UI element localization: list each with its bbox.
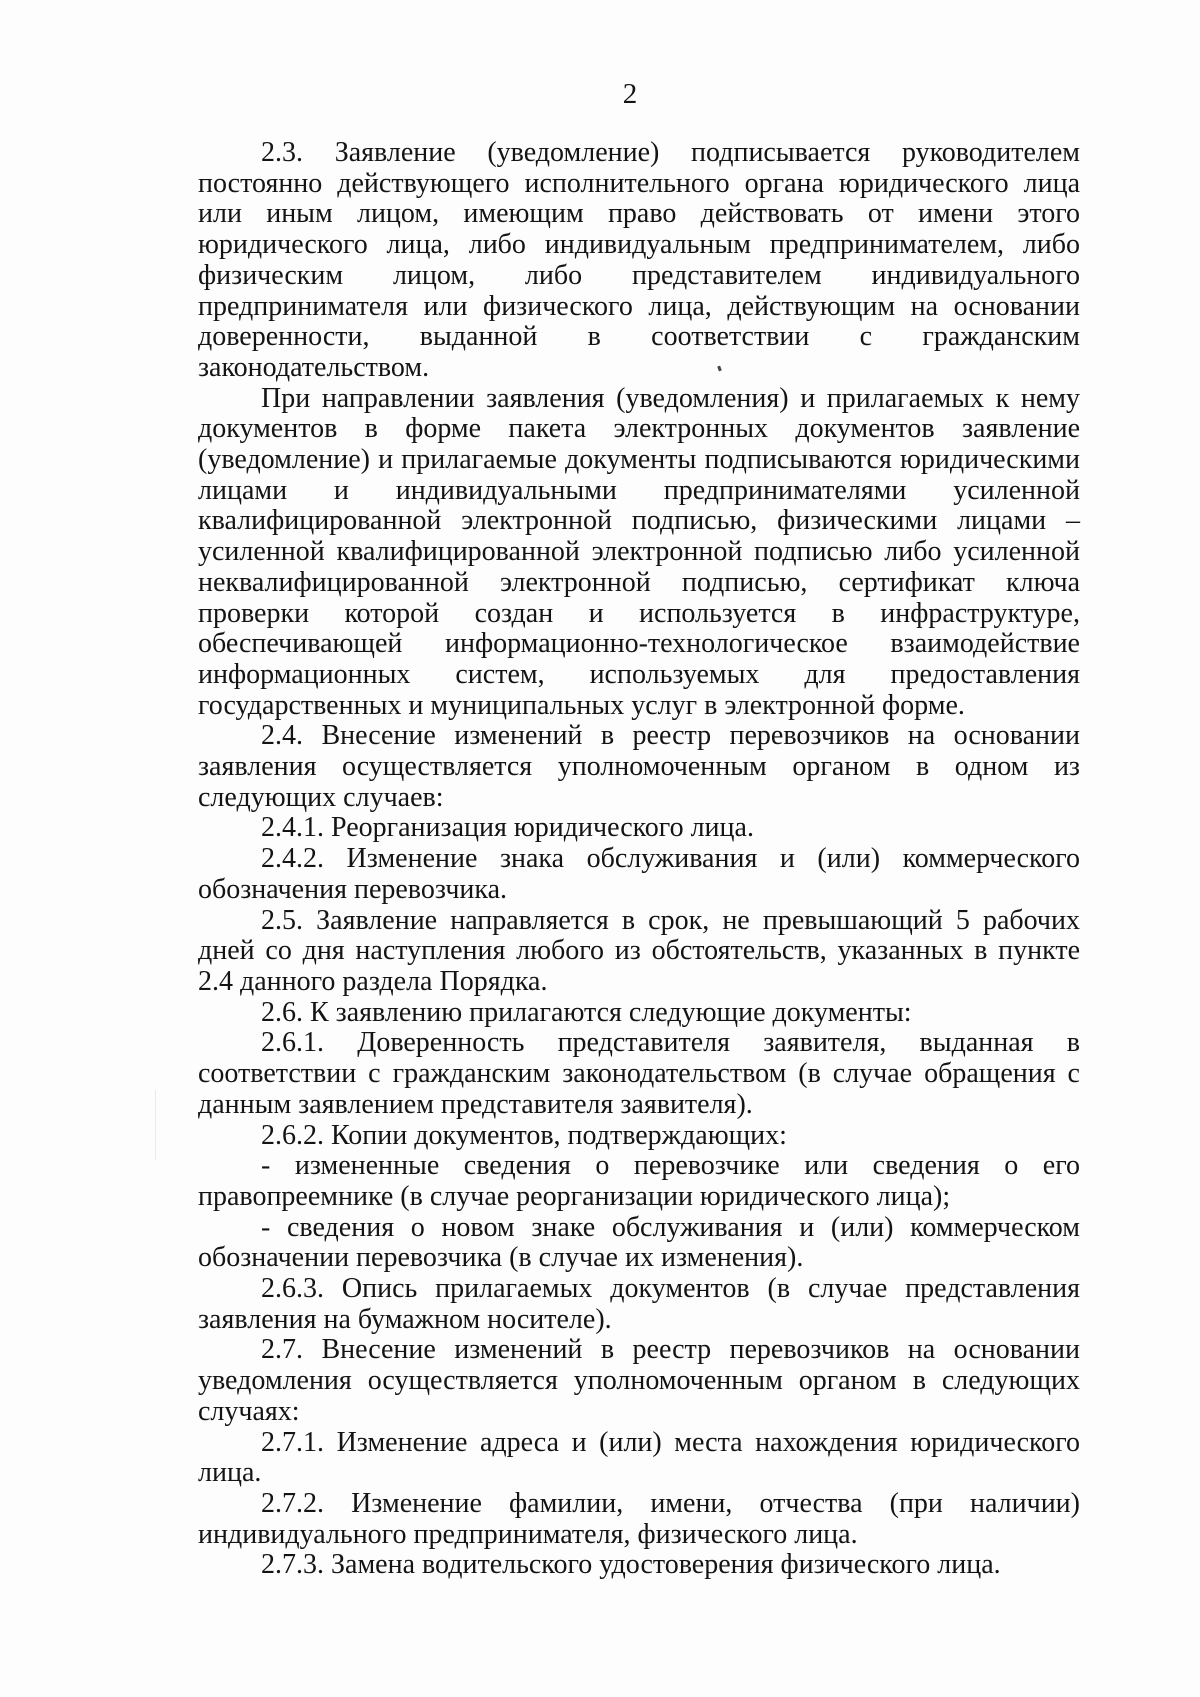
paragraph-2-6-3: 2.6.3. Опись прилагаемых документов (в случае представления заявления на бумажном носителе). [198, 1273, 1080, 1335]
paragraph-2-7-2: 2.7.2. Изменение фамилии, имени, отчества (при наличии) индивидуального предпринимателя, физического лица. [198, 1487, 1080, 1550]
paragraph-2-6-2-item-1: - измененные сведения о перевозчике или сведения о его правопреемнике (в случае реорганизации юридического лица); [198, 1150, 1080, 1212]
paragraph-2-7-3: 2.7.3. Замена водительского удостоверения физического лица. [261, 1549, 1001, 1581]
paragraph-2-6-2: 2.6.2. Копии документов, подтверждающих: [261, 1119, 787, 1151]
paragraph-2-4: 2.4. Внесение изменений в реестр перевозчиков на основании заявления осуществляется уполномоченным органом в одном из следующих случаев: [198, 720, 1080, 813]
paragraph-2-6: 2.6. К заявлению прилагаются следующие документы: [261, 996, 912, 1028]
scan-artifact-line [155, 1090, 156, 1160]
paragraph-2-5: 2.5. Заявление направляется в срок, не превышающий 5 рабочих дней со дня наступления любого из обстоятельств, указанных в пункте 2.4 данного раздела Порядка. [198, 904, 1080, 997]
paragraph-2-4-2: 2.4.2. Изменение знака обслуживания и (или) коммерческого обозначения перевозчика. [198, 843, 1080, 905]
paragraph-2-7-1: 2.7.1. Изменение адреса и (или) места нахождения юридического лица. [198, 1426, 1080, 1489]
paragraph-2-4-1: 2.4.1. Реорганизация юридического лица. [261, 812, 754, 844]
paragraph-2-3-electronic: При направлении заявления (уведомления) и прилагаемых к нему документов в форме пакета электронных документов заявление (уведомление) и прилагаемые документы подписываются юридическими лицами и индивидуальными предпринимателями усиленной квалифицированной электронной подписью, физическими лицами – усиленной квалифицированной электронной подписью либо усиленной неквалифицированной электронной подписью, сертификат ключа проверки которой создан и используется в инфраструктуре, обеспечивающей информационно-технологическое взаимодействие информационных систем, используемых для предоставления государственных и муниципальных услуг в электронной форме. [198, 382, 1080, 721]
paragraph-2-6-2-item-2: - сведения о новом знаке обслуживания и (или) коммерческом обозначении перевозчика (в случае их изменения). [198, 1211, 1080, 1274]
document-body [198, 138, 1080, 1581]
paragraph-2-6-1: 2.6.1. Доверенность представителя заявителя, выданная в соответствии с гражданским законодательством (в случае обращения с данным заявлением представителя заявителя). [198, 1027, 1080, 1120]
paragraph-2-3: 2.3. Заявление (уведомление) подписывается руководителем постоянно действующего исполнительного органа юридического лица или иным лицом, имеющим право действовать от имени этого юридического лица, либо индивидуальным предпринимателем, либо физическим лицом, либо представителем индивидуального предпринимателя или физического лица, действующим на основании доверенности, выданной в соответствии с гражданским законодательством. [198, 137, 1080, 383]
page-number: 2 [622, 78, 638, 110]
paragraph-2-7: 2.7. Внесение изменений в реестр перевозчиков на основании уведомления осуществляется уполномоченным органом в следующих случаях: [198, 1334, 1080, 1427]
